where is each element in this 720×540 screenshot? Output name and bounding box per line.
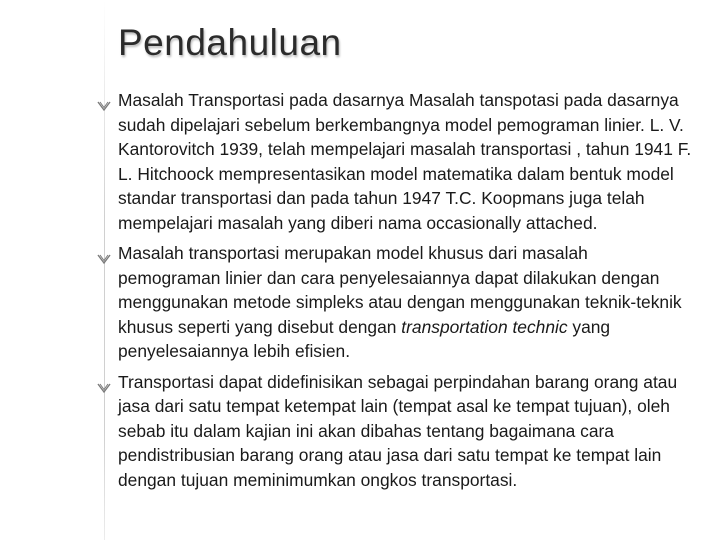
bullet-item-2 bbox=[0, 241, 720, 364]
bullet-text: Transportasi dapat didefinisikan sebagai perpindahan barang orang atau jasa dari satu tempat ketempat lain (tempat asal ke tempat tujuan), oleh sebab itu dalam kajian ini akan dibahas tentang bagaimana cara pendistribusian barang orang atau jasa dari satu tempat ke tempat lain dengan tujuan meminimumkan ongkos transportasi. bbox=[118, 371, 678, 490]
checkmark-v-icon bbox=[97, 376, 111, 388]
bullet-text: Masalah Transportasi pada dasarnya Masalah tanspotasi pada dasarnya sudah dipelajari sebelum berkembangnya model pemograman linier. L. V. Kantorovitch 1939, telah mempelajari masalah transportasi , tahun 1941 F. L. Hitchoock mempresentasikan model matematika dalam bentuk model standar transportasi dan pada tahun 1947 T.C. Koopmans juga telah mempelajari masalah yang diberi nama occasionally attached. bbox=[118, 90, 692, 233]
bullet-text-before: Masalah transportasi merupakan model khusus dari masalah pemograman linier dan cara penyelesaiannya dapat dilakukan dengan menggunakan metode simpleks atau dengan menggunakan teknik-teknik khusus seperti yang disebut dengan bbox=[118, 243, 682, 337]
bullet-item-3 bbox=[0, 370, 720, 493]
bullet-list bbox=[0, 88, 720, 498]
bullet-text-after: yang penyelesaiannya lebih efisien. bbox=[118, 316, 611, 361]
checkmark-v-icon bbox=[97, 247, 111, 259]
bullet-text-italic: transportation technic bbox=[401, 316, 568, 337]
slide-title: Pendahuluan bbox=[118, 22, 342, 63]
bullet-item-1 bbox=[0, 88, 720, 235]
bullet-text bbox=[118, 243, 682, 361]
checkmark-v-icon bbox=[97, 94, 111, 106]
